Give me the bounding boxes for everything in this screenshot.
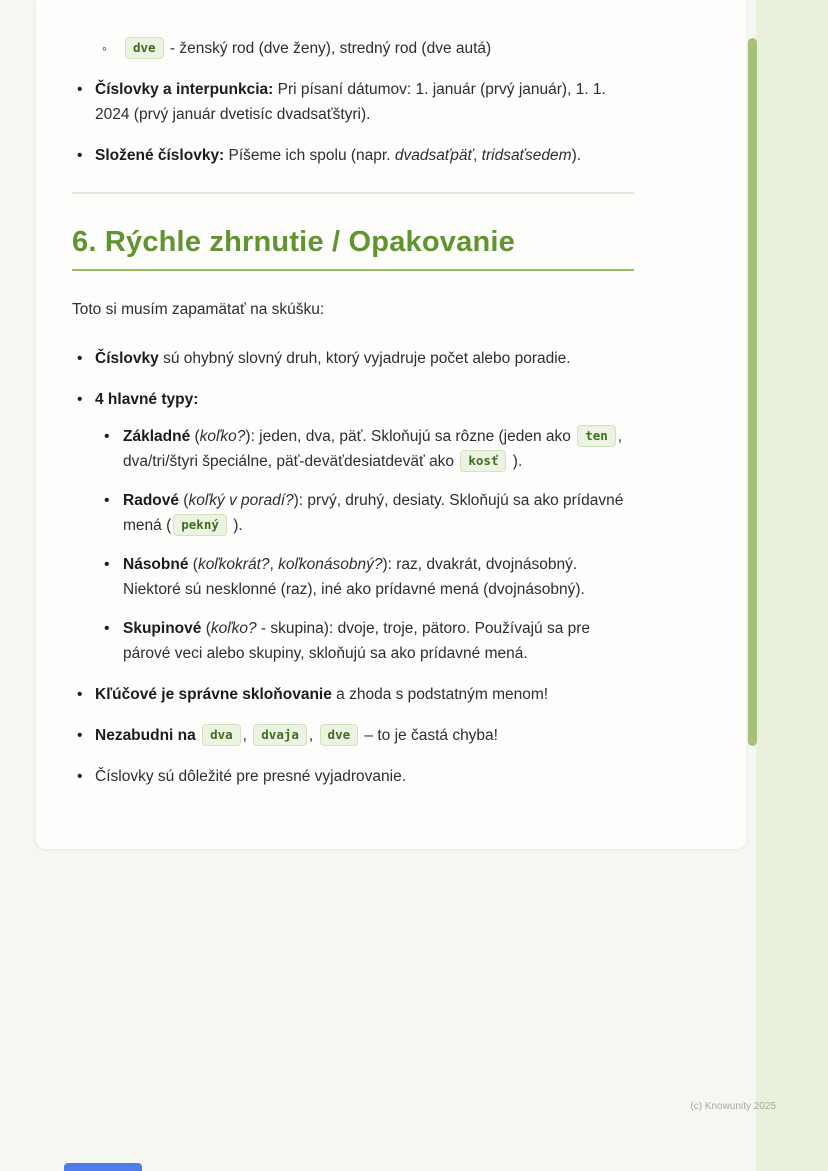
page-accent-bar <box>748 38 757 746</box>
text-run: ): prvý, druhý, desiaty. Skloňujú sa ako prídavné mená ( <box>123 492 624 534</box>
text-run: - skupina): dvoje, troje, pätoro. Používajú sa pre párové veci alebo skupiny, skloňujú sa ako prídavné mená. <box>123 620 591 662</box>
inline-code-badge: dve <box>125 37 164 59</box>
bullet-marker: • <box>77 147 83 164</box>
list-item <box>95 552 634 602</box>
text-run: ( <box>201 620 211 637</box>
italic-text: tridsaťsedem <box>481 147 572 164</box>
inline-code-badge: pekný <box>173 514 227 536</box>
footer-copyright: (c) Knowunity 2025 <box>690 1101 776 1112</box>
list-item-text <box>123 428 622 470</box>
inline-code-badge: dvaja <box>253 724 307 746</box>
bullet-marker: • <box>77 686 83 703</box>
text-run: - ženský rod (dve ženy), stredný rod (dve autá) <box>165 40 492 57</box>
bold-text: Složené číslovky: <box>95 147 225 164</box>
text-run: ): jeden, dva, päť. Skloňujú sa rôzne (jeden ako <box>245 428 576 445</box>
list-item <box>72 387 634 666</box>
text-run: ( <box>188 556 198 573</box>
inline-code-badge: ten <box>577 425 616 447</box>
text-run: , <box>269 556 279 573</box>
list-item-text <box>95 686 548 703</box>
bullet-marker: ◦ <box>102 40 107 56</box>
right-margin-panel <box>756 0 828 1171</box>
section-intro: Toto si musím zapamätať na skúšku: <box>72 301 325 318</box>
bullet-marker: • <box>77 350 83 367</box>
notes-page-card <box>36 0 746 849</box>
text-run: ( <box>179 492 189 509</box>
pre-section-list <box>72 36 634 168</box>
bullet-marker: • <box>104 620 110 637</box>
list-item <box>95 488 634 538</box>
text-run: a zhoda s podstatným menom! <box>331 686 549 703</box>
bold-text: Skupinové <box>123 620 202 637</box>
italic-text: koľký v poradí? <box>188 492 294 509</box>
italic-text: koľko? <box>199 428 246 445</box>
bullet-marker: • <box>77 768 83 785</box>
summary-list <box>72 346 634 789</box>
inline-code-badge: dva <box>202 724 241 746</box>
text-run: ). <box>508 453 523 470</box>
next-page-peek <box>64 1163 142 1171</box>
heading-underline <box>72 269 634 271</box>
bold-text: Základné <box>123 428 191 445</box>
list-item-text <box>95 147 581 164</box>
text-run: ). <box>571 147 582 164</box>
bullet-marker: • <box>104 428 110 445</box>
list-item <box>72 682 634 707</box>
text-run: Píšeme ich spolu (napr. <box>224 147 395 164</box>
italic-text: koľkokrát? <box>197 556 270 573</box>
section-heading: 6. Rýchle zhrnutie / Opakovanie <box>72 226 515 258</box>
text-run: , <box>473 147 482 164</box>
bold-text: Kľúčové je správne skloňovanie <box>95 686 332 703</box>
list-item <box>72 764 634 789</box>
bold-text: Číslovky a interpunkcia: <box>95 81 274 98</box>
inline-code-badge: dve <box>320 724 359 746</box>
list-item <box>95 424 634 474</box>
bold-text: Radové <box>123 492 179 509</box>
text-run: Číslovky sú dôležité pre presné vyjadrovanie. <box>95 768 407 785</box>
bold-text: Nezabudni na <box>95 727 196 744</box>
section-divider <box>72 192 634 194</box>
list-item-text <box>123 620 590 662</box>
text-run: ): raz, dvakrát, dvojnásobný. Niektoré sú nesklonné (raz), iné ako prídavné mená (dvojnásobný). <box>123 556 585 598</box>
list-item <box>95 616 634 666</box>
list-item <box>72 36 634 61</box>
list-item-text <box>95 727 498 744</box>
text-run: , <box>242 727 252 744</box>
list-item-text <box>95 350 571 367</box>
text-run: – to je častá chyba! <box>360 727 498 744</box>
list-item-text <box>123 556 585 598</box>
bullet-marker: • <box>104 492 110 509</box>
list-item-text <box>123 40 491 57</box>
bullet-marker: • <box>77 81 83 98</box>
text-run: Pri písaní dátumov: 1. január (prvý január), 1. 1. 2024 (prvý január dvetisíc dvadsaťštyri). <box>95 81 606 123</box>
italic-text: dvadsaťpäť <box>394 147 474 164</box>
bullet-marker: • <box>104 556 110 573</box>
text-run: ). <box>228 517 243 534</box>
list-item <box>72 346 634 371</box>
text-run: ( <box>190 428 200 445</box>
list-item-text <box>95 768 406 785</box>
bullet-marker: • <box>77 391 83 408</box>
text-run <box>196 727 200 744</box>
bullet-marker: • <box>77 727 83 744</box>
text-run: sú ohybný slovný druh, ktorý vyjadruje počet alebo poradie. <box>158 350 571 367</box>
list-item <box>72 723 634 748</box>
list-item-text <box>123 492 623 534</box>
list-item <box>72 143 634 168</box>
bold-text: Násobné <box>123 556 189 573</box>
list-item <box>72 77 634 127</box>
bold-text: Číslovky <box>95 350 159 367</box>
inline-code-badge: kosť <box>460 450 506 472</box>
bold-text: 4 hlavné typy: <box>95 391 199 408</box>
italic-text: koľko? <box>210 620 257 637</box>
italic-text: koľkonásobný? <box>278 556 383 573</box>
list-item-text <box>95 81 606 123</box>
text-run: , dva/tri/štyri špeciálne, päť-deväťdesiatdeväť ako <box>123 428 623 470</box>
nested-list <box>95 424 634 666</box>
text-run: , <box>308 727 318 744</box>
list-item-text <box>95 391 198 408</box>
